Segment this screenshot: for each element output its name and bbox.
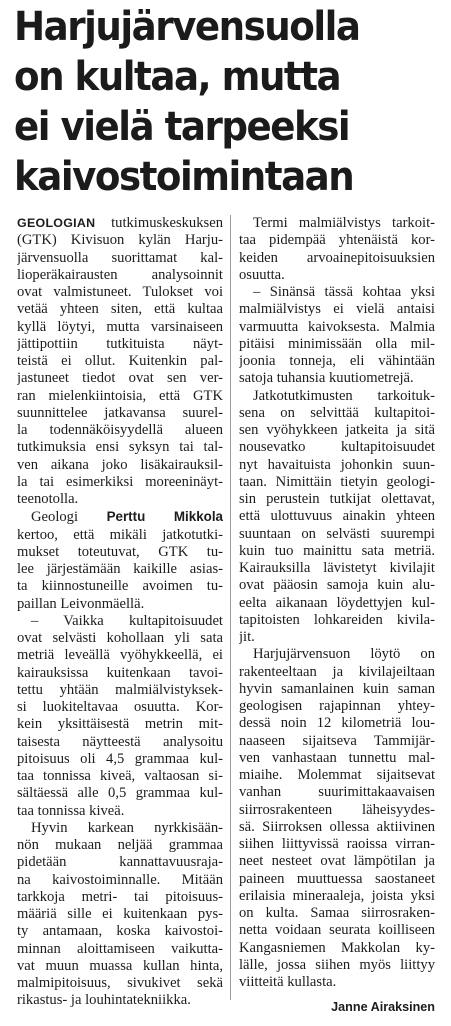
text-run: erilaisia mineraaleja, joista yksi bbox=[239, 887, 435, 904]
text-run: osuutta. bbox=[239, 266, 285, 283]
text-run: tapitoisten lohkareiden kivila- bbox=[239, 611, 435, 628]
text-line bbox=[17, 630, 223, 647]
text-run: si luokiteltavaa osuutta. Kor- bbox=[17, 699, 223, 715]
text-line bbox=[17, 336, 223, 353]
text-line bbox=[17, 872, 223, 889]
text-line bbox=[17, 665, 223, 682]
text-line bbox=[239, 439, 435, 456]
text-line bbox=[239, 802, 435, 819]
text-run: kein yksittäisestä metrin mit- bbox=[17, 716, 223, 733]
text-line bbox=[17, 906, 223, 923]
text-run: dessä noin 12 kilometriä lou- bbox=[239, 715, 435, 732]
text-run: ovat valmistuneet. Tulokset voi bbox=[17, 284, 223, 300]
text-line bbox=[239, 922, 435, 939]
text-run: sena on selvittää kultapitoi- bbox=[239, 404, 435, 421]
text-line bbox=[17, 596, 223, 613]
text-run: nön mukaan neljää grammaa bbox=[17, 837, 223, 853]
text-run: sältäessä alle 0,5 grammaa kul- bbox=[17, 785, 223, 802]
text-line bbox=[17, 682, 223, 699]
text-run: hyvin samanlainen kuin saman bbox=[239, 680, 435, 697]
text-run: tutkimuskeskuksen bbox=[95, 215, 223, 231]
text-line bbox=[17, 578, 223, 595]
text-run: vanhan suurimittakaavaisen bbox=[239, 784, 435, 801]
text-run: kertoo, että mikäli jatkotutki- bbox=[17, 526, 223, 543]
text-line bbox=[239, 612, 435, 629]
text-run: viitteitä kullasta. bbox=[239, 974, 337, 990]
text-line bbox=[239, 301, 435, 318]
text-line bbox=[17, 803, 223, 820]
text-line bbox=[17, 647, 223, 664]
text-run: lioperäkairausten analysoinnit bbox=[17, 266, 223, 283]
text-run: Harjujärvensuon löytö on bbox=[253, 646, 435, 663]
text-run: vat muun muassa kullan hinta, bbox=[17, 957, 223, 974]
text-line bbox=[17, 941, 223, 958]
paragraph bbox=[17, 820, 223, 1010]
text-line bbox=[17, 267, 223, 284]
text-run: keiden arvoainepitoisuuksien bbox=[239, 249, 435, 266]
text-line bbox=[239, 267, 435, 284]
lead-word: GEOLOGIAN bbox=[17, 216, 96, 230]
paragraph bbox=[239, 215, 435, 284]
column-divider bbox=[230, 215, 231, 1000]
text-line bbox=[239, 698, 435, 715]
headline-line: Harjujärvensuolla bbox=[14, 4, 360, 50]
paragraph bbox=[239, 388, 435, 647]
text-run: netta voidaan seurata koilliseen bbox=[239, 922, 435, 939]
text-line bbox=[239, 388, 435, 405]
text-run: tettu yhtään malmiälvistyksek- bbox=[17, 681, 223, 698]
text-run: paillan Leivonmäellä. bbox=[17, 595, 145, 612]
text-line bbox=[239, 319, 435, 336]
text-run: Jatkotutkimusten tarkoituk- bbox=[253, 387, 435, 404]
text-run: määriä sille ei kuitenkaan pys- bbox=[17, 906, 223, 922]
text-run: on kulta. Samaa siirrosraken- bbox=[239, 905, 435, 921]
text-run: siirrosrakenteen läheisyydes- bbox=[239, 801, 435, 818]
headline-line: ei vielä tarpeeksi bbox=[14, 104, 350, 150]
text-line bbox=[239, 853, 435, 870]
text-line bbox=[239, 664, 435, 681]
text-line bbox=[17, 837, 223, 854]
text-run: minnan aloittamiseen vaikutta- bbox=[17, 940, 223, 957]
text-line bbox=[239, 508, 435, 525]
text-run: mukset toteutuvat, GTK tu- bbox=[17, 543, 223, 560]
text-run: malmipitoisuus, sivukivet sekä bbox=[17, 975, 223, 991]
text-line bbox=[239, 767, 435, 784]
text-line bbox=[239, 491, 435, 508]
text-line bbox=[239, 871, 435, 888]
text-run: neet nesteet ovat lämpötilan ja bbox=[239, 853, 435, 870]
text-line bbox=[239, 370, 435, 387]
text-run: eelta aikanaan löydettyjen kul- bbox=[239, 594, 435, 611]
text-run: Kairauksilla lävistetyt kivilajit bbox=[239, 560, 435, 576]
text-run: la tai esimerkiksi moreeninäyt- bbox=[17, 473, 223, 490]
text-run: rikastus- ja louhintatekniikka. bbox=[17, 992, 191, 1009]
text-run: (GTK) Kivisuon kylän Harju- bbox=[17, 232, 223, 249]
text-line bbox=[17, 422, 223, 439]
text-line bbox=[17, 370, 223, 387]
text-line bbox=[17, 439, 223, 456]
text-run: suuntaan on selvästi suurempi bbox=[239, 525, 435, 542]
text-run: satoja tuhansia kuutiometrejä. bbox=[239, 370, 414, 387]
text-line bbox=[239, 215, 435, 232]
text-run: taa tonnissa kiveä, valtaosan si- bbox=[17, 768, 223, 784]
text-run: ovat selvästi kohollaan yli sata bbox=[17, 630, 223, 646]
right-column bbox=[239, 215, 435, 991]
text-run: ven vanhastaan tunnettu mal- bbox=[239, 749, 435, 766]
headline bbox=[14, 2, 414, 202]
text-run: suunnittelee jatkavansa suurel- bbox=[17, 404, 223, 421]
text-run: sin perustein tutkijat olettavat, bbox=[239, 491, 435, 507]
text-line bbox=[17, 544, 223, 561]
text-run: metriä leveällä vyöhykkeellä, ei bbox=[17, 647, 223, 664]
text-run: naaseen sijaitseva Tammijär- bbox=[239, 732, 435, 749]
byline: Janne Airaksinen bbox=[331, 1000, 435, 1014]
text-line bbox=[17, 405, 223, 422]
text-line bbox=[239, 784, 435, 801]
text-run: ven aikana joko lisäkairauksil- bbox=[17, 456, 223, 473]
text-line bbox=[239, 595, 435, 612]
text-line bbox=[17, 527, 223, 544]
text-run: pidetään kannattavuusraja- bbox=[17, 854, 223, 871]
text-line bbox=[239, 715, 435, 732]
text-line bbox=[17, 854, 223, 871]
text-run: Kangasniemen Makkolan ky- bbox=[239, 939, 435, 956]
text-line bbox=[17, 768, 223, 785]
paragraph bbox=[17, 215, 223, 508]
text-line bbox=[239, 646, 435, 663]
text-run: Termi malmiälvistys tarkoit- bbox=[253, 215, 435, 231]
text-run: tarkkoja metri- tai pitoisuus- bbox=[17, 888, 223, 905]
text-line bbox=[239, 405, 435, 422]
text-run: ty antamaan, koska kaivostoi- bbox=[17, 923, 223, 940]
text-line bbox=[17, 975, 223, 992]
text-line bbox=[17, 284, 223, 301]
text-line bbox=[239, 750, 435, 767]
text-line bbox=[17, 751, 223, 768]
text-line bbox=[239, 819, 435, 836]
text-line bbox=[239, 629, 435, 646]
text-line bbox=[17, 613, 223, 630]
text-run: – Sinänsä tässä kohtaa yksi bbox=[253, 284, 435, 300]
text-line bbox=[239, 888, 435, 905]
text-run: ta kiinnostuneille avoimen tu- bbox=[17, 578, 223, 595]
text-run: joonia tonneja, eli vähintään bbox=[239, 353, 435, 369]
text-line bbox=[17, 716, 223, 733]
text-run: teistä ei ollut. Kuitenkin pal- bbox=[17, 353, 223, 369]
text-line bbox=[239, 457, 435, 474]
text-run: na kaivostoiminnalle. Mitään bbox=[17, 871, 223, 888]
text-run: pitoisuus oli 4,5 grammaa kul- bbox=[17, 750, 223, 767]
text-line bbox=[239, 543, 435, 560]
text-line bbox=[17, 232, 223, 249]
text-line bbox=[239, 974, 435, 991]
text-run: malmiälvistys ei vielä antaisi bbox=[239, 301, 435, 318]
text-run: sä. Siirroksen ollessa aktiivinen bbox=[239, 818, 435, 835]
text-run: lee järjestämään kaikille asias- bbox=[17, 561, 223, 577]
text-run: vetää yhteen siten, että kultaa bbox=[17, 301, 223, 318]
text-run: taan. Nimittäin tietyin geologi- bbox=[239, 473, 435, 490]
text-run: varmuutta kaivoksesta. Malmia bbox=[239, 318, 435, 335]
text-line bbox=[239, 957, 435, 974]
text-run: la todennäköisyydellä alueen bbox=[17, 422, 223, 438]
text-run: geologisen rajapinnan yhtey- bbox=[239, 698, 435, 714]
text-run: taa tonnissa kiveä. bbox=[17, 802, 125, 819]
text-line bbox=[17, 388, 223, 405]
text-line bbox=[239, 336, 435, 353]
text-run: jit. bbox=[239, 629, 255, 645]
text-run: järvensuolla suorittamat kal- bbox=[17, 249, 223, 266]
text-line bbox=[239, 232, 435, 249]
text-run: jastuneet tiedot ovat sen ver- bbox=[17, 370, 223, 387]
text-line bbox=[17, 491, 223, 508]
text-line bbox=[239, 422, 435, 439]
text-run: kairauksissa kuitenkaan tavoi- bbox=[17, 664, 223, 681]
text-run: jättipottiin tutkituista näyt- bbox=[17, 335, 223, 352]
text-line bbox=[17, 889, 223, 906]
text-line bbox=[239, 526, 435, 543]
text-line bbox=[17, 215, 223, 232]
text-line bbox=[17, 250, 223, 267]
text-line bbox=[17, 785, 223, 802]
text-run: että ulottuvuus ainakin yhteen bbox=[239, 508, 435, 525]
headline-line: kaivostoimintaan bbox=[14, 154, 354, 200]
text-run: nyt havaituista johonkin suun- bbox=[239, 456, 435, 473]
text-line bbox=[17, 319, 223, 336]
text-run: kuin tuo mainittu sata metriä. bbox=[239, 542, 435, 559]
paragraph bbox=[239, 646, 435, 991]
text-line bbox=[17, 923, 223, 940]
text-line bbox=[17, 734, 223, 751]
text-run: ovat pääosin samoja kuin alu- bbox=[239, 577, 435, 594]
text-line bbox=[239, 681, 435, 698]
headline-line: on kultaa, mutta bbox=[14, 54, 341, 100]
text-line bbox=[17, 457, 223, 474]
text-run: teenotolla. bbox=[17, 491, 79, 507]
text-line bbox=[239, 474, 435, 491]
text-line bbox=[239, 733, 435, 750]
text-run: pitäisi minimissään olla mil- bbox=[239, 335, 435, 352]
text-run: tutkimuksia ensi syksyn tai tal- bbox=[17, 439, 223, 456]
text-line bbox=[239, 577, 435, 594]
text-run: lälle, jossa siihen myös liittyy bbox=[239, 956, 435, 973]
text-line bbox=[17, 474, 223, 491]
text-run: – Vaikka kultapitoisuudet bbox=[31, 612, 223, 629]
paragraph bbox=[239, 284, 435, 388]
text-line bbox=[17, 353, 223, 370]
left-column bbox=[17, 215, 223, 1010]
text-line bbox=[17, 958, 223, 975]
text-run: Hyvin karkean nyrkkisään- bbox=[31, 819, 223, 836]
text-run: ran mielenkiintoisia, että GTK bbox=[17, 387, 223, 404]
text-line bbox=[17, 699, 223, 716]
text-line bbox=[17, 301, 223, 318]
paragraph bbox=[17, 508, 223, 613]
text-line bbox=[239, 284, 435, 301]
text-run: paineen muuttuessa saostaneet bbox=[239, 870, 435, 887]
text-line bbox=[239, 940, 435, 957]
text-line bbox=[239, 560, 435, 577]
paragraph bbox=[17, 613, 223, 820]
text-run: rakenteeltaan ja kivilajeiltaan bbox=[239, 663, 435, 680]
person-name: Perttu Mikkola bbox=[106, 509, 223, 525]
text-run: taa pidempää yhtenäistä kor- bbox=[239, 232, 435, 249]
text-line bbox=[239, 250, 435, 267]
text-run: nousevatko kultapitoisuudet bbox=[239, 439, 435, 456]
text-line bbox=[17, 820, 223, 837]
text-run: miaihe. Molemmat sijaitsevat bbox=[239, 767, 435, 783]
text-run: Geologi bbox=[31, 509, 107, 526]
text-line bbox=[239, 836, 435, 853]
text-run: sen vyöhykkeen jatkeita ja sitä bbox=[239, 422, 435, 438]
text-run: siihen liittyvissä raoissa virran- bbox=[239, 836, 435, 852]
text-run: kyllä löytyi, mutta varsinaiseen bbox=[17, 318, 223, 335]
text-line bbox=[17, 508, 223, 526]
text-line bbox=[239, 353, 435, 370]
text-line bbox=[239, 905, 435, 922]
text-line bbox=[17, 992, 223, 1009]
text-run: taisesta näytteestä analysoitu bbox=[17, 733, 223, 750]
text-line bbox=[17, 561, 223, 578]
